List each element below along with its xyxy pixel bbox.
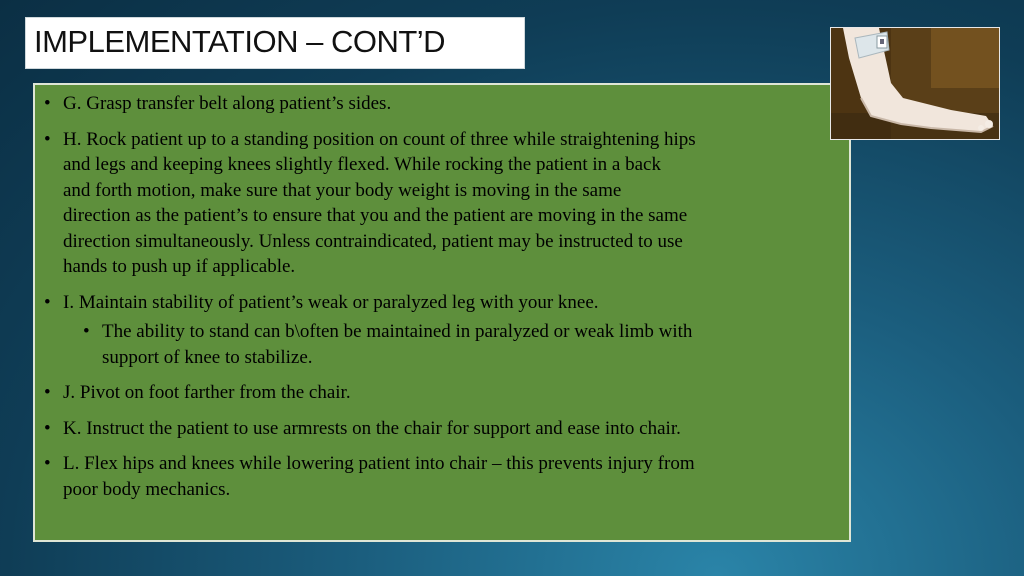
bullet-item [43, 451, 841, 502]
bullet-text-line: and forth motion, make sure that your body weight is moving in the same [63, 179, 622, 201]
bullet-marker: • [83, 321, 90, 342]
bullet-text-line: The ability to stand can b\often be maintained in paralyzed or weak limb with [102, 321, 693, 342]
bullet-text-line: L. Flex hips and knees while lowering patient into chair – this prevents injury from [63, 453, 695, 474]
bullet-marker: • [44, 417, 51, 439]
bullet-item [43, 416, 841, 442]
leg-brace-illustration [831, 28, 1000, 140]
bullet-text-line: J. Pivot on foot farther from the chair. [63, 382, 351, 403]
bullet-marker: • [44, 93, 51, 114]
bullet-text-line: and legs and keeping knees slightly flexed. While rocking the patient in a back [63, 154, 661, 175]
bullet-item [43, 380, 841, 406]
bullet-text-line: hands to push up if applicable. [63, 256, 296, 277]
sub-bullet-item [43, 319, 841, 370]
bullet-text-line: G. Grasp transfer belt along patient’s sides. [63, 93, 392, 114]
bullet-item [43, 91, 841, 117]
title-box [25, 17, 525, 69]
bullet-text-line: I. Maintain stability of patient’s weak or paralyzed leg with your knee. [63, 291, 599, 313]
bullet-item [43, 127, 841, 280]
slide-title: IMPLEMENTATION – CONT’D [34, 24, 446, 59]
bullet-marker: • [44, 128, 51, 150]
bullet-item [43, 290, 841, 316]
bullet-text-line: poor body mechanics. [63, 478, 231, 500]
bullet-text-line: K. Instruct the patient to use armrests on the chair for support and ease into chair. [63, 417, 681, 439]
bullet-text-line: direction simultaneously. Unless contraindicated, patient may be instructed to use [63, 230, 683, 252]
bullet-marker: • [44, 453, 51, 474]
bullet-marker: • [44, 382, 51, 403]
bullet-text-line: direction as the patient’s to ensure that you and the patient are moving in the same [63, 205, 688, 226]
leg-brace-photo [830, 27, 1000, 140]
bullet-marker: • [44, 291, 51, 313]
content-box [33, 83, 851, 542]
bullet-text-line: support of knee to stabilize. [102, 346, 313, 368]
bullet-text-line: H. Rock patient up to a standing position on count of three while straightening hips [63, 128, 696, 150]
